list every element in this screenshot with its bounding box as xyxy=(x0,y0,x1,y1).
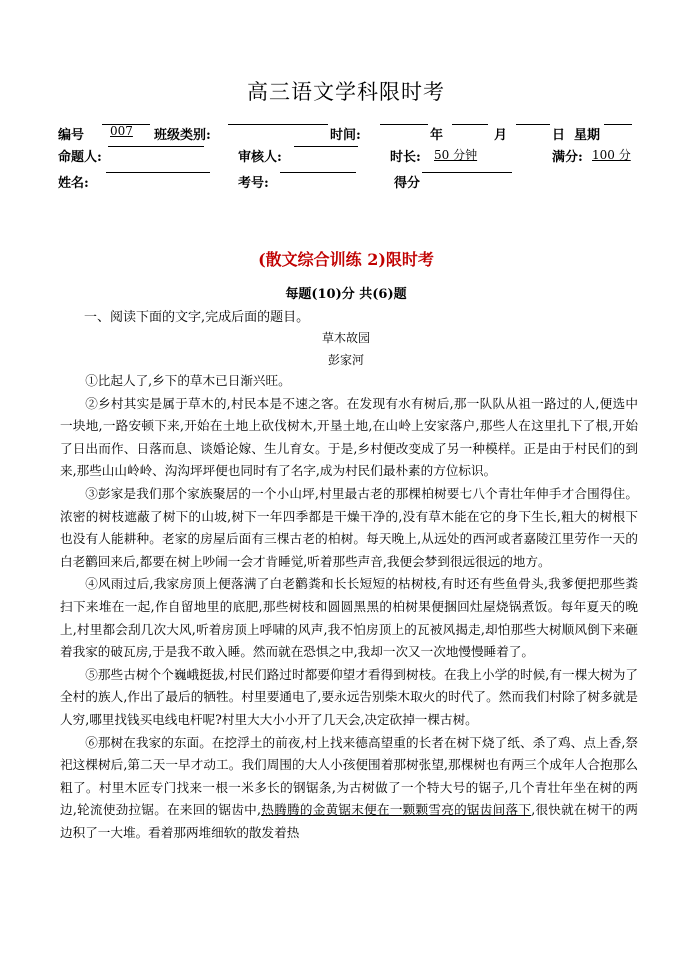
exam-number-label: 考号: xyxy=(238,176,269,191)
author-label: 命题人: xyxy=(58,150,102,165)
reviewer-label: 审核人: xyxy=(238,150,282,165)
author-field[interactable] xyxy=(108,146,204,147)
day-label: 日 xyxy=(552,128,566,143)
day-field[interactable] xyxy=(516,124,550,125)
week-label: 星期 xyxy=(574,128,601,143)
exam-number-field[interactable] xyxy=(280,172,356,173)
paragraph-6-tail: ,很快就在树干的两边积了一大堆。看着那两堆细软的散发着热 xyxy=(60,802,639,840)
header-row-1 xyxy=(58,124,658,144)
number-underline xyxy=(102,124,150,125)
duration-label: 时长: xyxy=(390,150,421,165)
essay-body xyxy=(60,370,638,844)
year-label: 年 xyxy=(430,128,444,143)
paragraph-5: ⑤那些古树个个巍峨挺拔,村民们路过时都要仰望才看得到树枝。在我上小学的时候,有一棵大树为了全村的族人,作出了最后的牺牲。村里要通电了,要永远告别柴木取火的时代了。然而我们村除了树多就是人穷,哪里找钱买电线电杆呢?村里大大小小开了几天会,决定砍掉一棵古树。 xyxy=(60,666,638,727)
class-field[interactable] xyxy=(228,124,328,125)
time-label: 时间: xyxy=(330,128,361,143)
week-field[interactable] xyxy=(604,124,632,125)
number-label: 编号 xyxy=(58,128,85,143)
reviewer-field[interactable] xyxy=(294,146,358,147)
paragraph-1: ①比起人了,乡下的草木已日渐兴旺。 xyxy=(85,373,291,388)
underlined-sentence: 热腾腾的金黄锯末便在一颗颗雪亮的锯齿间落下 xyxy=(261,802,532,818)
score-summary: 每题(10)分 共(6)题 xyxy=(285,287,407,302)
class-label: 班级类别: xyxy=(154,128,211,143)
header-row-3 xyxy=(58,172,658,192)
paragraph-6-text: ⑥那树在我家的东面。在挖浮土的前夜,村上找来德高望重的长者在树下烧了纸、杀了鸡、点上香,祭祀这棵树后,第二天一早才动工。我们周围的大人小孩便围着那树张望,那棵树也有两三个成年人合抱那么粗了。村里木匠专门找来一根一米多长的钢锯条,为古树做了一个特大号的锯子,几个青壮年坐在树的两边,轮流使劲拉锯。在来回的锯齿中, xyxy=(60,734,638,818)
instruction-text: 一、阅读下面的文字,完成后面的题目。 xyxy=(84,310,310,325)
month-field[interactable] xyxy=(452,124,488,125)
month-label: 月 xyxy=(494,128,508,143)
duration-value[interactable]: 50 分钟 xyxy=(434,148,478,162)
score-value[interactable]: 100 分 xyxy=(592,148,631,162)
result-field[interactable] xyxy=(422,172,512,173)
essay-author: 彭家河 xyxy=(327,353,364,367)
score-label: 满分: xyxy=(552,150,583,165)
paragraph-4: ④风雨过后,我家房顶上便落满了白老鹳粪和长长短短的枯树枝,有时还有些鱼骨头,我爹便把那些粪扫下来堆在一起,作自留地里的底肥,那些树枝和圆圆黑黑的柏树果便捆回灶屋烧锅煮饭。每年夏天的晚上,村里都会刮几次大风,听着房顶上呼啸的风声,我不怕房顶上的瓦被风揭走,却怕那些大树顺风倒下来砸着我家的破瓦房,于是我不敢入睡。然而就在恐惧之中,我却一次又一次地慢慢睡着了。 xyxy=(60,576,638,660)
name-field[interactable] xyxy=(106,172,210,173)
result-label: 得分 xyxy=(394,176,421,191)
section-title: (散文综合训练 2)限时考 xyxy=(258,250,434,269)
header-row-2 xyxy=(58,146,658,166)
page-title: 高三语文学科限时考 xyxy=(247,80,445,104)
name-label: 姓名: xyxy=(58,176,89,191)
paragraph-6 xyxy=(60,732,638,845)
essay-title: 草木故园 xyxy=(321,331,370,345)
paragraph-3: ③彭家是我们那个家族聚居的一个小山坪,村里最古老的那棵柏树要七八个青壮年伸手才合围得住。浓密的树枝遮蔽了树下的山坡,树下一年四季都是干燥干净的,没有草木能在它的身下生长,粗大的树根下也没有人能耕种。老家的房屋后面有三棵古老的柏树。每天晚上,从远处的西河或者嘉陵江里劳作一天的白老鹳回来后,都要在树上吵闹一会才肯睡觉,听着那些声音,我便会梦到很远很远的地方。 xyxy=(60,485,638,569)
number-value[interactable]: 007 xyxy=(110,124,133,138)
year-field[interactable] xyxy=(380,124,428,125)
paragraph-2: ②乡村其实是属于草木的,村民本是不速之客。在发现有水有树后,那一队队从祖一路过的人,便选中一块地,一路安顿下来,开始在土地上砍伐树木,开垦土地,在山岭上安家落户,那些人在这里扎下了根,开始了日出而作、日落而息、谈婚论嫁、生儿育女。于是,乡村便改变成了另一种模样。正是由于村民们的到来,那些山山岭岭、沟沟坪坪便也同时有了名字,成为村民们最朴素的方位标识。 xyxy=(60,395,638,479)
